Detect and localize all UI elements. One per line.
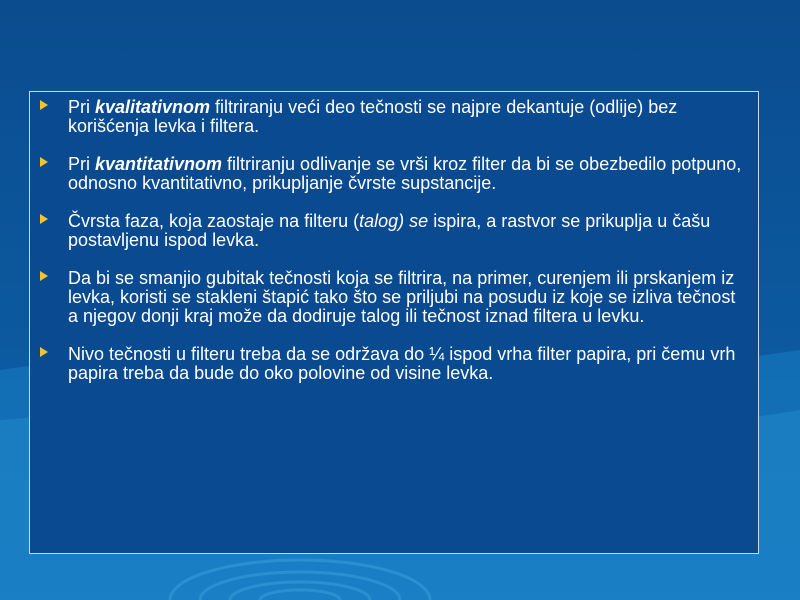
bullet-text-part: kvalitativnom [95, 97, 211, 117]
bullet-arrow-icon [40, 347, 48, 357]
bullet-item [38, 98, 750, 136]
bullet-arrow-icon [40, 100, 48, 110]
bullet-text-part: Da bi se smanjio gubitak tečnosti koja se filtrira, na primer, curenjem ili prskanjem iz levka, koristi se stakleni štapić tako što se prilјubi na posudu iz koje se izliva tečnost a njegov donji kraj može da dodiruje talog ili tečnost iznad filtera u levku. [68, 268, 736, 326]
bullet-text-part: Pri [68, 154, 95, 174]
bullet-item [38, 155, 750, 193]
bullet-item [38, 269, 750, 326]
bullet-text-part: talog) se [359, 211, 429, 231]
bullet-item [38, 345, 750, 383]
bullet-arrow-icon [40, 271, 48, 281]
bullet-arrow-icon [40, 214, 48, 224]
bullet-text-part: Čvrsta faza, koja zaostaje na filteru ( [68, 211, 360, 231]
bullet-text-part: filtriranju odlivanje se vrši kroz filter da bi se obezbedilo potpuno, odnosno kvantitativno, prikupljanje čvrste supstancije. [68, 154, 742, 193]
content-box [29, 91, 759, 554]
bullet-text-part: Pri [68, 97, 95, 117]
bullet-arrow-icon [40, 157, 48, 167]
bullet-list [38, 98, 750, 402]
bullet-text-part: ispira, a rastvor se prikuplja u čašu postavljenu ispod levka. [68, 211, 711, 250]
bullet-item [38, 212, 750, 250]
bullet-text-part: Nivo tečnosti u filteru treba da se održava do ¼ ispod vrha filter papira, pri čemu vrh papira treba da bude do oko polovine od visine levka. [68, 344, 736, 383]
bullet-text-part: kvantitativnom [95, 154, 223, 174]
bullet-text-part: filtriranju veći deo tečnosti se najpre dekantuje (odlije) bez korišćenja levka i filtera. [68, 97, 678, 136]
